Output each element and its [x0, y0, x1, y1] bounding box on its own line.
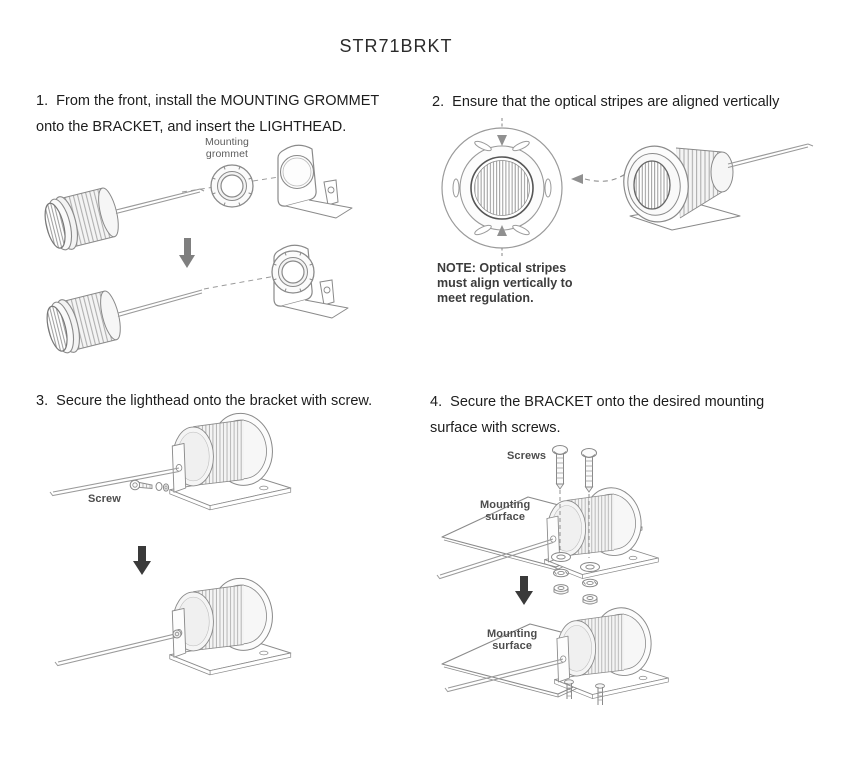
step3-line1: 3. Secure the lighthead onto the bracket with screw.	[36, 393, 373, 409]
step2-figure	[430, 112, 843, 272]
screw-label-text: Screw	[88, 493, 121, 505]
mounting-surface-top-line1: Mounting	[480, 499, 531, 511]
step1-line1: 1. From the front, install the MOUNTING GROMMET	[36, 93, 380, 109]
step3-figure	[36, 408, 366, 688]
mounting-grommet-label-line1: Mounting	[205, 136, 249, 148]
mounting-surface-label-top	[480, 499, 530, 523]
step4-line2: surface with screws.	[430, 420, 561, 436]
down-arrow-icon	[133, 546, 151, 575]
note-line1: NOTE: Optical stripes	[437, 261, 567, 275]
note-line3: meet regulation.	[437, 291, 534, 305]
mounting-grommet-label	[205, 136, 249, 160]
step4-figure	[432, 442, 843, 769]
note-text	[437, 261, 572, 306]
mounting-surface-label-bottom	[487, 628, 537, 652]
page-title: STR71BRKT	[339, 36, 453, 56]
down-arrow-icon	[179, 238, 195, 268]
screw-label	[88, 493, 121, 505]
step1-line2: onto the BRACKET, and insert the LIGHTHEAD.	[36, 119, 347, 135]
step2-line1: 2. Ensure that the optical stripes are aligned vertically	[432, 94, 780, 110]
step4-line1: 4. Secure the BRACKET onto the desired mounting	[430, 394, 765, 410]
screws-label-text: Screws	[507, 450, 547, 462]
step4-text	[430, 389, 764, 441]
mounting-grommet-label-line2: grommet	[205, 148, 249, 160]
step1-figure	[30, 132, 370, 367]
mounting-surface-top-line2: surface	[485, 511, 526, 523]
mounting-surface-bottom-line2: surface	[492, 640, 533, 652]
mounting-surface-bottom-line1: Mounting	[487, 628, 538, 640]
down-arrow-icon	[515, 576, 533, 605]
note-line2: must align vertically to	[437, 276, 573, 290]
screws-label	[507, 450, 546, 462]
